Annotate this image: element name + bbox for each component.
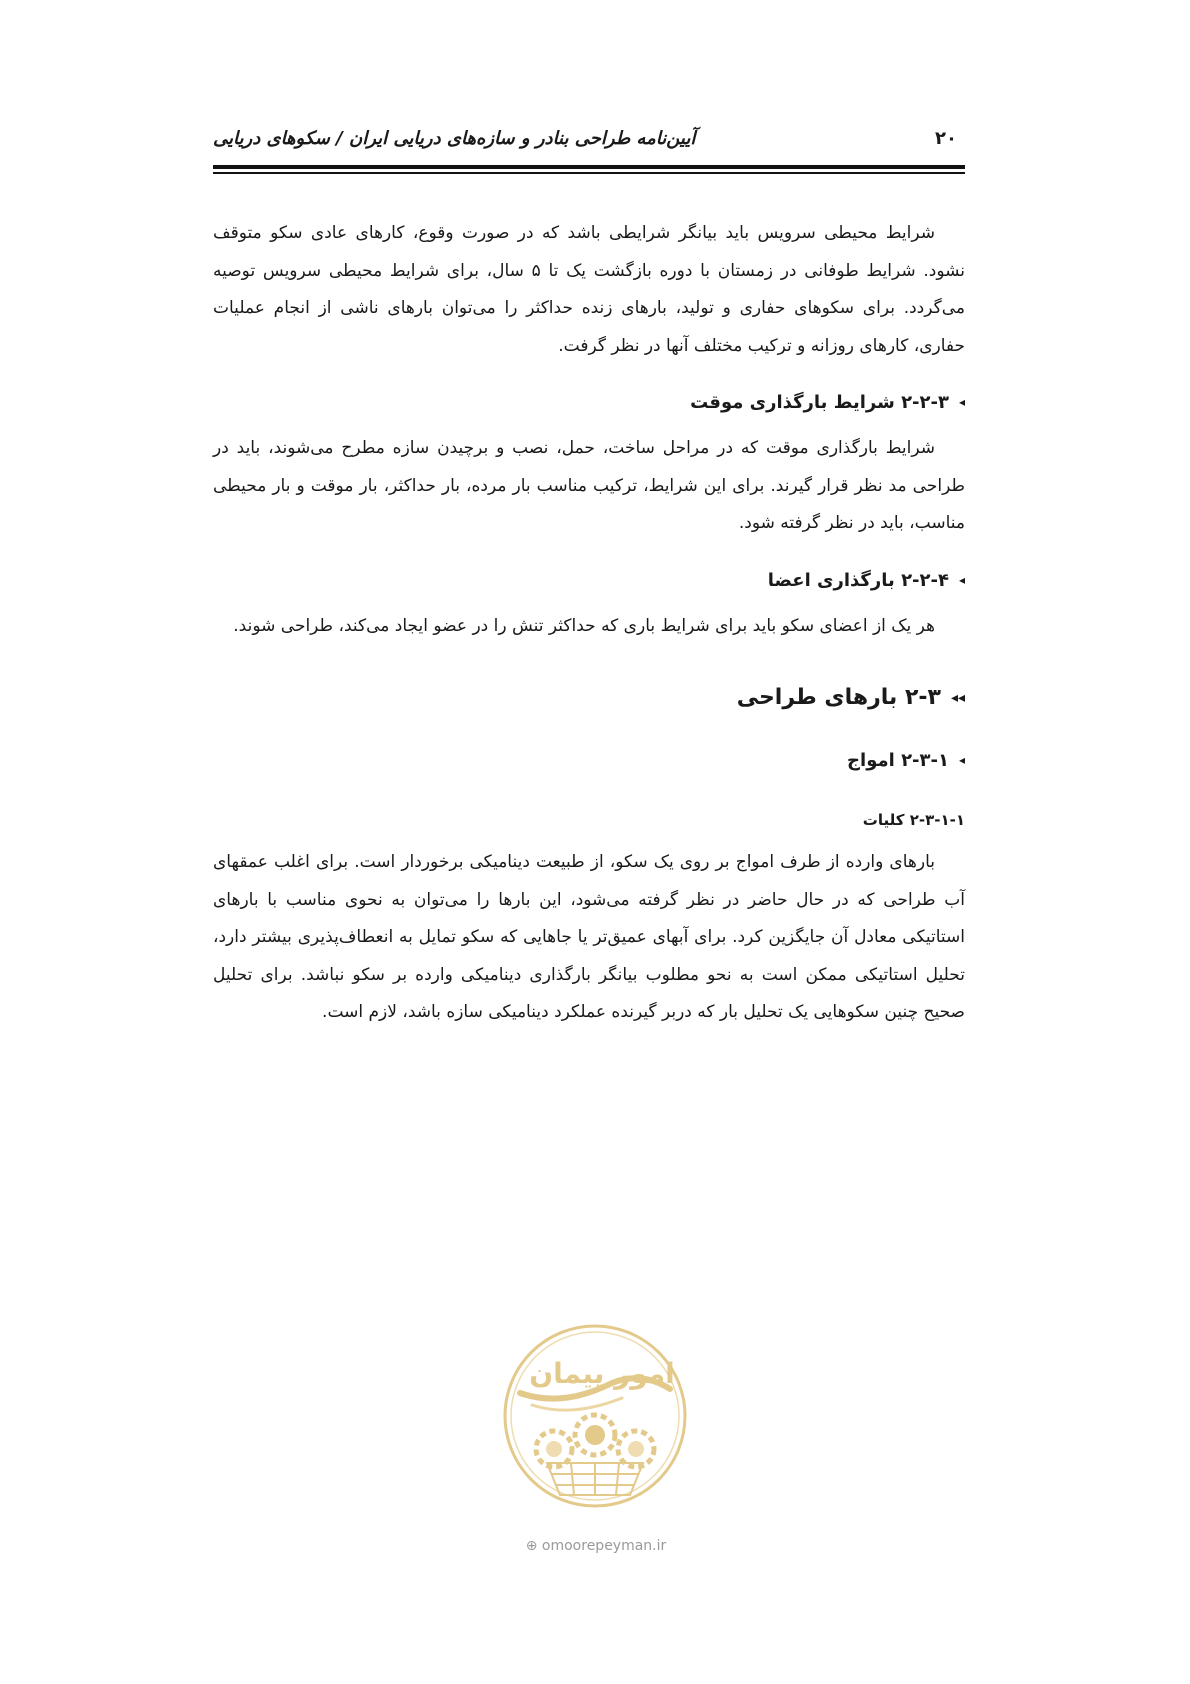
- paragraph-service-conditions: شرایط محیطی سرویس باید بیانگر شرایطی باشد که در صورت وقوع، کارهای عادی سکو متوقف نشود. شرایط طوفانی در زمستان با دوره بازگشت یک تا ۵ سال، برای شرایط محیطی سرویس توصیه می‌گردد. برای سکوهای حفاری و تولید، بارهای زنده حداکثر را می‌توان بارهای ناشی از انجام عملیات حفاری، کارهای روزانه و ترکیب مختلف آنها در نظر گرفت.: [213, 223, 966, 356]
- page-number: ۲۰: [935, 128, 957, 149]
- heading-2-3-1: [213, 745, 965, 776]
- watermark-logo: [502, 1323, 688, 1509]
- page-body: [213, 215, 965, 1032]
- heading-2-2-4: [213, 565, 965, 596]
- heading-2-3-text: ۲-۳ بارهای طراحی: [736, 685, 941, 710]
- heading-2-3-1-1: ۲-۳-۱-۱ کلیات: [862, 811, 965, 829]
- heading-2-3: [213, 681, 965, 715]
- watermark-logo-text: امور پیمان: [529, 1357, 675, 1390]
- running-title: آیین‌نامه طراحی بنادر و سازه‌های دریایی ایران / سکوهای دریایی: [213, 128, 696, 149]
- watermark-logo-icon: [502, 1323, 688, 1509]
- heading-2-2-4-text: ۲-۲-۴ بارگذاری اعضا: [767, 569, 949, 591]
- bullet-triangle-icon: ◂: [958, 395, 965, 409]
- watermark-url-text: omoorepeyman.ir: [541, 1538, 667, 1554]
- paragraph-temporary-loading: شرایط بارگذاری موقت که در مراحل ساخت، حمل، نصب و برچیدن سازه مطرح می‌شوند، باید در طراحی مد نظر قرار گیرند. برای این شرایط، ترکیب مناسب بار مرده، بار حداکثر، بار موقت و بار محیطی مناسب، باید در نظر گرفته شود.: [213, 438, 965, 533]
- header-rule-thick: [213, 165, 965, 169]
- heading-2-2-3-text: ۲-۲-۳ شرایط بارگذاری موقت: [690, 392, 949, 413]
- watermark-url: [476, 1538, 716, 1554]
- paragraph-wave-loads: بارهای وارده از طرف امواج بر روی یک سکو، از طبیعت دینامیکی برخوردار است. برای اغلب عمقهای آب طراحی که در حال حاضر در نظر گرفته می‌شود، این بارها را می‌توان به نحوی مناسب با بارهای استاتیکی معادل آن جایگزین کرد. برای آبهای عمیق‌تر یا جاهایی که سکو تمایل به انعطاف‌پذیری بیشتر دارد، تحلیل استاتیکی ممکن است به نحو مطلوب بیانگر بارگذاری دینامیکی وارده بر سکو نباشد. برای تحلیل صحیح چنین سکوهایی یک تحلیل بار که دربر گیرنده عملکرد دینامیکی سازه باشد، لازم است.: [213, 852, 965, 1022]
- heading-2-3-1-text: ۲-۳-۱ امواج: [847, 750, 949, 771]
- bullet-triangle-icon: ◂: [958, 753, 965, 767]
- double-bullet-triangle-icon: ◂◂: [950, 690, 965, 706]
- header-rule-thin: [213, 172, 965, 174]
- paragraph-member-loading: هر یک از اعضای سکو باید برای شرایط باری که حداکثر تنش را در عضو ایجاد می‌کند، طراحی شوند.: [233, 615, 935, 636]
- heading-2-2-3: [213, 387, 965, 418]
- bullet-triangle-icon: ◂: [958, 572, 965, 587]
- watermark-globe-icon: ⊕: [525, 1538, 538, 1554]
- page-header: [213, 128, 965, 158]
